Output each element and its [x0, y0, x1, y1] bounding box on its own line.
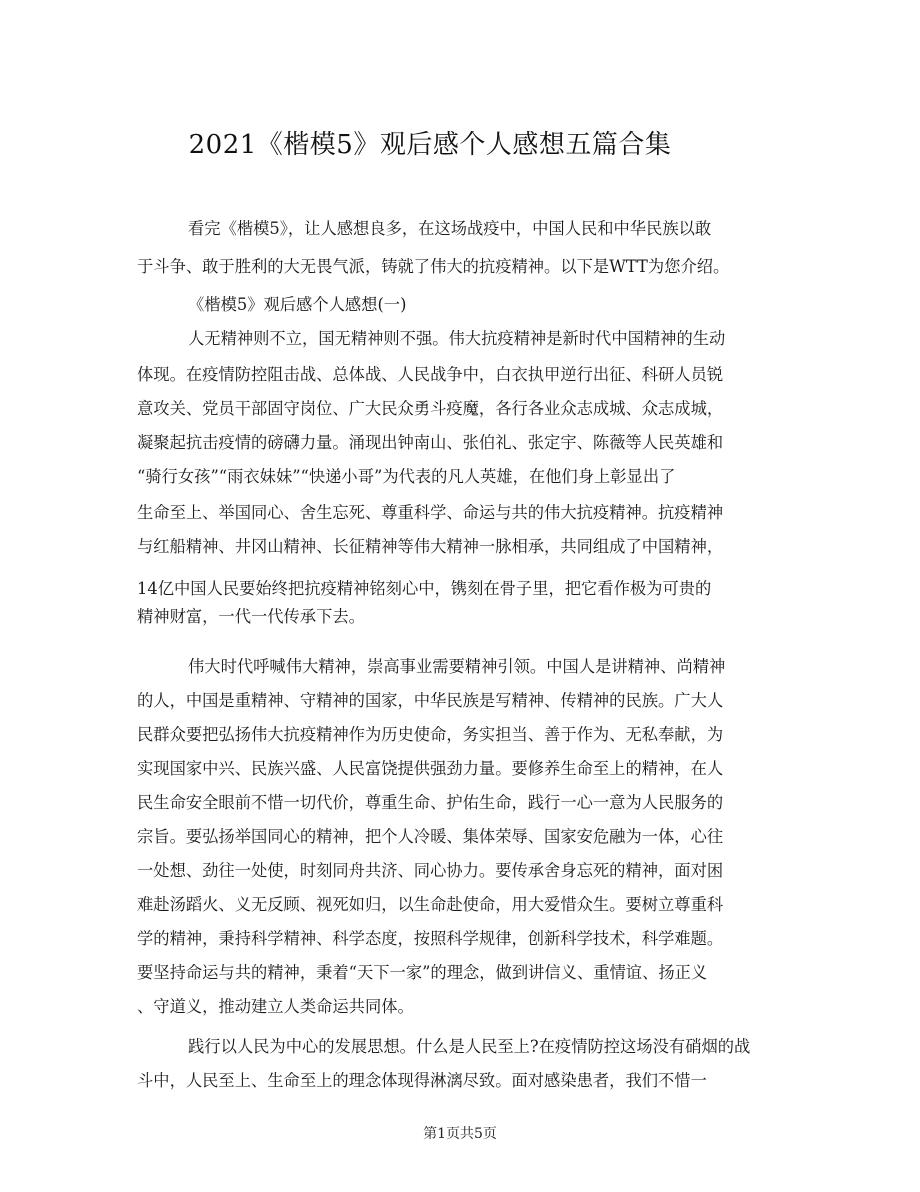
paragraph-line: 一处想、劲往一处使，时刻同舟共济、同心协力。要传承舍身忘死的精神，面对困	[137, 861, 724, 880]
paragraph-line: 斗中，人民至上、生命至上的理念体现得淋漓尽致。面对感染患者，我们不惜一	[137, 1071, 707, 1090]
paragraph-line: 体现。在疫情防控阻击战、总体战、人民战争中，白衣执甲逆行出征、科研人员锐	[137, 365, 724, 384]
paragraph-line: 看完《楷模5》，让人感想良多，在这场战疫中，中国人民和中华民族以敢	[188, 219, 712, 238]
paragraph-line: 14亿中国人民要始终把抗疫精神铭刻心中，镌刻在骨子里，把它看作极为可贵的	[137, 579, 712, 598]
paragraph-line: 宗旨。要弘扬举国同心的精神，把个人冷暖、集体荣辱、国家安危融为一体，心往	[137, 827, 724, 846]
paragraph-line: 学的精神，秉持科学精神、科学态度，按照科学规律，创新科学技术，科学难题。	[137, 929, 724, 948]
document-title: 2021《楷模5》观后感个人感想五篇合集	[188, 130, 672, 160]
paragraph-line: 难赴汤蹈火、义无反顾、视死如归，以生命赴使命，用大爱惜众生。要树立尊重科	[137, 895, 724, 914]
paragraph-line: 民群众要把弘扬伟大抗疫精神作为历史使命，务实担当、善于作为、无私奉献，为	[137, 725, 724, 744]
paragraph-line: 生命至上、举国同心、舍生忘死、尊重科学、命运与共的伟大抗疫精神。抗疫精神	[137, 503, 724, 522]
paragraph-line: 与红船精神、井冈山精神、长征精神等伟大精神一脉相承，共同组成了中国精神，	[137, 537, 724, 556]
section-heading: 《楷模5》观后感个人感想(一)	[188, 295, 407, 314]
paragraph-line: 凝聚起抗击疫情的磅礴力量。涌现出钟南山、张伯礼、张定宇、陈薇等人民英雄和	[137, 433, 724, 452]
paragraph-line: “骑行女孩”“雨衣妹妹”“快递小哥”为代表的凡人英雄，在他们身上彰显出了	[137, 467, 676, 486]
page-number-footer: 第1页共5页	[423, 1126, 497, 1142]
paragraph-line: 要坚持命运与共的精神，秉着“天下一家”的理念，做到讲信义、重情谊、扬正义	[137, 963, 708, 982]
paragraph-line: 精神财富，一代一代传承下去。	[137, 607, 365, 626]
paragraph-line: 的人，中国是重精神、守精神的国家，中华民族是写精神、传精神的民族。广大人	[137, 691, 724, 710]
paragraph-line: 伟大时代呼喊伟大精神，崇高事业需要精神引领。中国人是讲精神、尚精神	[188, 657, 726, 676]
paragraph-line: 实现国家中兴、民族兴盛、人民富饶提供强劲力量。要修养生命至上的精神，在人	[137, 759, 724, 778]
paragraph-line: 于斗争、敢于胜利的大无畏气派，铸就了伟大的抗疫精神。以下是WTT为您介绍。	[137, 257, 730, 276]
paragraph-line: 民生命安全眼前不惜一切代价，尊重生命、护佑生命，践行一心一意为人民服务的	[137, 793, 724, 812]
paragraph-line: 意攻关、党员干部固守岗位、广大民众勇斗疫魔，各行各业众志成城、众志成城，	[137, 399, 724, 418]
paragraph-line: 、守道义，推动建立人类命运共同体。	[137, 997, 414, 1016]
paragraph-line: 践行以人民为中心的发展思想。什么是人民至上?在疫情防控这场没有硝烟的战	[188, 1037, 751, 1056]
paragraph-line: 人无精神则不立，国无精神则不强。伟大抗疫精神是新时代中国精神的生动	[188, 329, 726, 348]
